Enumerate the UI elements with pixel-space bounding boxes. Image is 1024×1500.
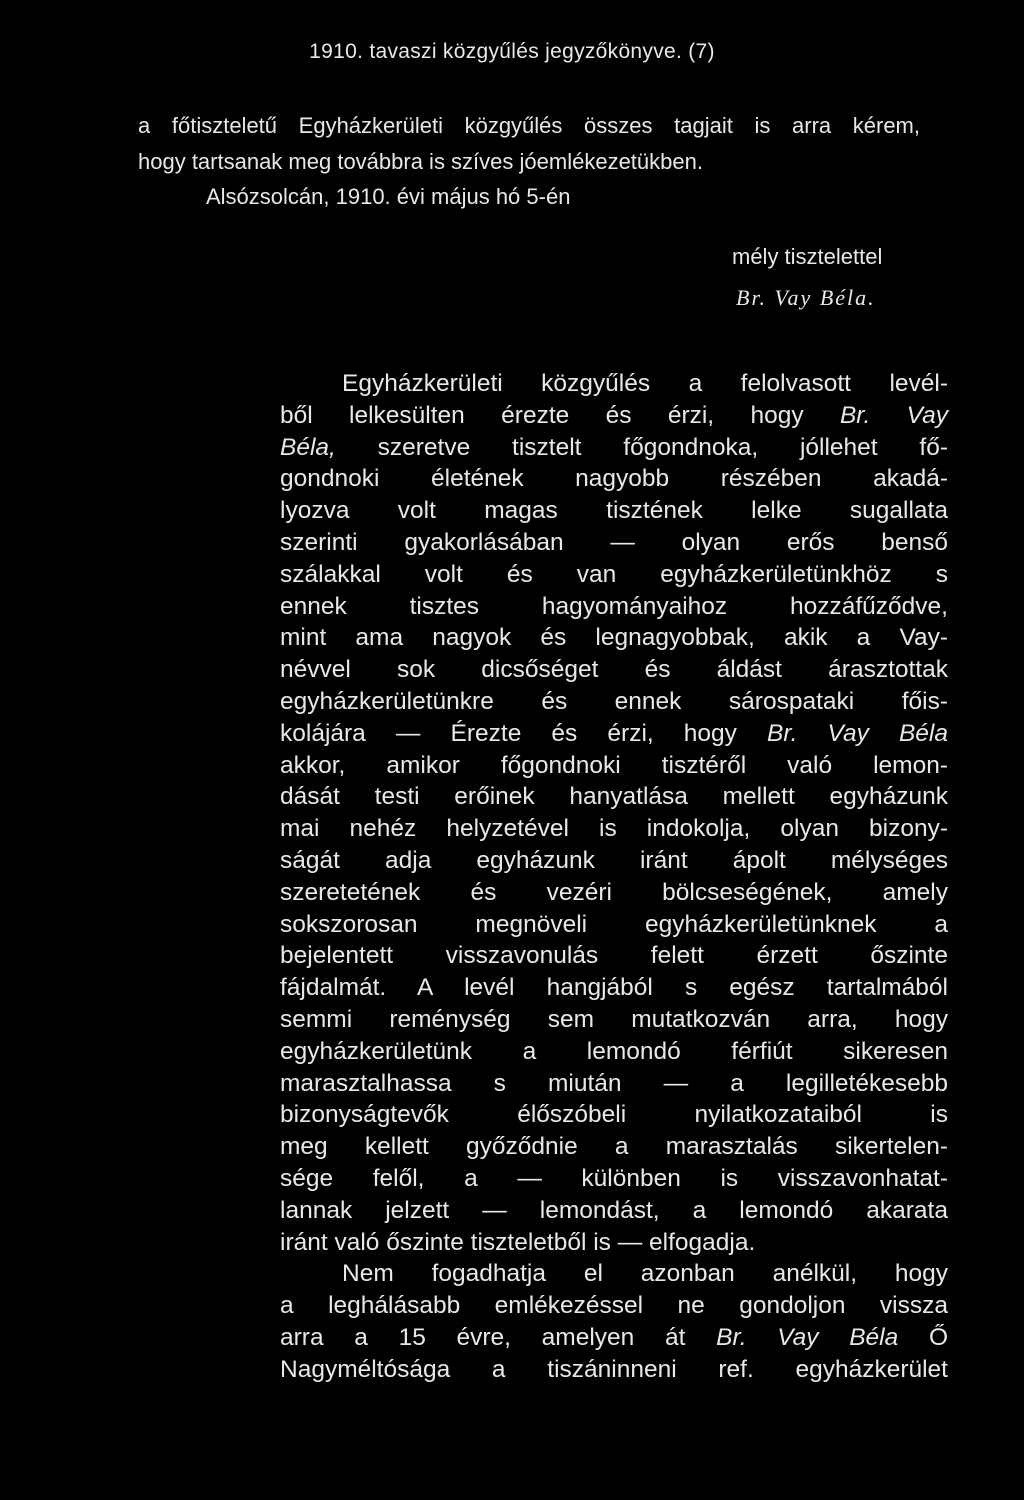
text-line: Nem fogadhatja el azonban anélkül, hogy xyxy=(342,1260,948,1288)
text-line xyxy=(280,400,948,432)
text-line: mint ama nagyok és legnagyobbak, akik a Vay- xyxy=(280,624,948,652)
text-line: egyházkerületünkre és ennek sárospataki főis- xyxy=(280,687,948,715)
text-line: sége felől, a — különben is visszavonhatat- xyxy=(280,1164,948,1192)
letter-closing-paragraph xyxy=(138,108,920,180)
name-italic: Br. Vay xyxy=(839,401,948,429)
name-italic: Br. Vay Béla xyxy=(716,1323,899,1351)
text-line: a leghálásabb emlékezéssel ne gondoljon vissza xyxy=(280,1292,948,1320)
text-line xyxy=(280,432,948,464)
text-span: Ő xyxy=(898,1323,948,1351)
text-span: ből lelkesülten érezte és érzi, hogy xyxy=(280,401,840,429)
text-line: névvel sok dicsőséget és áldást árasztottak xyxy=(280,656,948,684)
letter-signature: Br. Vay Béla. xyxy=(736,285,876,310)
text-line: egyházkerületünk a lemondó férfiút sikeresen xyxy=(280,1037,948,1065)
text-line: mai nehéz helyzetével is indokolja, olyan bizony- xyxy=(280,815,948,843)
text-line: iránt való őszinte tiszteletből is — elfogadja. xyxy=(280,1228,756,1256)
text-span: kolájára — Érezte és érzi, hogy xyxy=(280,719,768,747)
text-line: lyozva volt magas tisztének lelke sugallata xyxy=(280,497,948,525)
name-italic: Béla, xyxy=(280,433,336,461)
text-line: Nagyméltósága a tiszáninneni ref. egyházkerület xyxy=(280,1355,948,1383)
text-line: szeretetének és vezéri bölcseségének, amely xyxy=(280,878,948,906)
resolution-paragraph xyxy=(280,368,948,1386)
text-line: marasztalhassa s miután — a legilletékesebb xyxy=(280,1069,948,1097)
text-line: sokszorosan megnöveli egyházkerületünknek a xyxy=(280,910,948,938)
text-line xyxy=(280,1322,948,1354)
text-line: szálakkal volt és van egyházkerületünkhöz s xyxy=(280,560,948,588)
letter-line: hogy tartsanak meg továbbra is szíves jóemlékezetükben. xyxy=(138,149,703,174)
text-line: ennek tisztes hagyományaihoz hozzáfűződve, xyxy=(280,592,948,620)
letter-closing: mély tisztelettel xyxy=(732,244,883,269)
text-line: bizonyságtevők élőszóbeli nyilatkozataiból is xyxy=(280,1101,948,1129)
name-italic: Br. Vay Béla xyxy=(767,719,948,747)
text-line: meg kellett győződnie a marasztalás sikertelen- xyxy=(280,1133,948,1161)
running-header: 1910. tavaszi közgyűlés jegyzőkönyve. (7) xyxy=(309,40,715,63)
text-line: gondnoki életének nagyobb részében akadá- xyxy=(280,465,948,493)
text-line: Egyházkerületi közgyűlés a felolvasott levél- xyxy=(342,370,948,397)
letter-date: Alsózsolcán, 1910. évi május hó 5-én xyxy=(206,184,571,209)
text-line: dását testi erőinek hanyatlása mellett egyházunk xyxy=(280,783,948,811)
text-line: bejelentett visszavonulás felett érzett őszinte xyxy=(280,942,948,970)
text-line: ságát adja egyházunk iránt ápolt mélységes xyxy=(280,846,948,874)
text-line: fájdalmát. A levél hangjából s egész tartalmából xyxy=(280,974,948,1002)
letter-line: a főtiszteletű Egyházkerületi közgyűlés összes tagjait is arra kérem, xyxy=(138,113,920,138)
text-line: semmi reménység sem mutatkozván arra, hogy xyxy=(280,1005,948,1033)
text-span: szeretve tisztelt főgondnoka, jóllehet fő- xyxy=(335,433,948,461)
text-line: akkor, amikor főgondnoki tisztéről való lemon- xyxy=(280,751,948,779)
text-line: szerinti gyakorlásában — olyan erős benső xyxy=(280,528,948,556)
text-line: lannak jelzett — lemondást, a lemondó akarata xyxy=(280,1196,948,1224)
text-line xyxy=(280,718,948,750)
text-span: arra a 15 évre, amelyen át xyxy=(280,1323,717,1351)
